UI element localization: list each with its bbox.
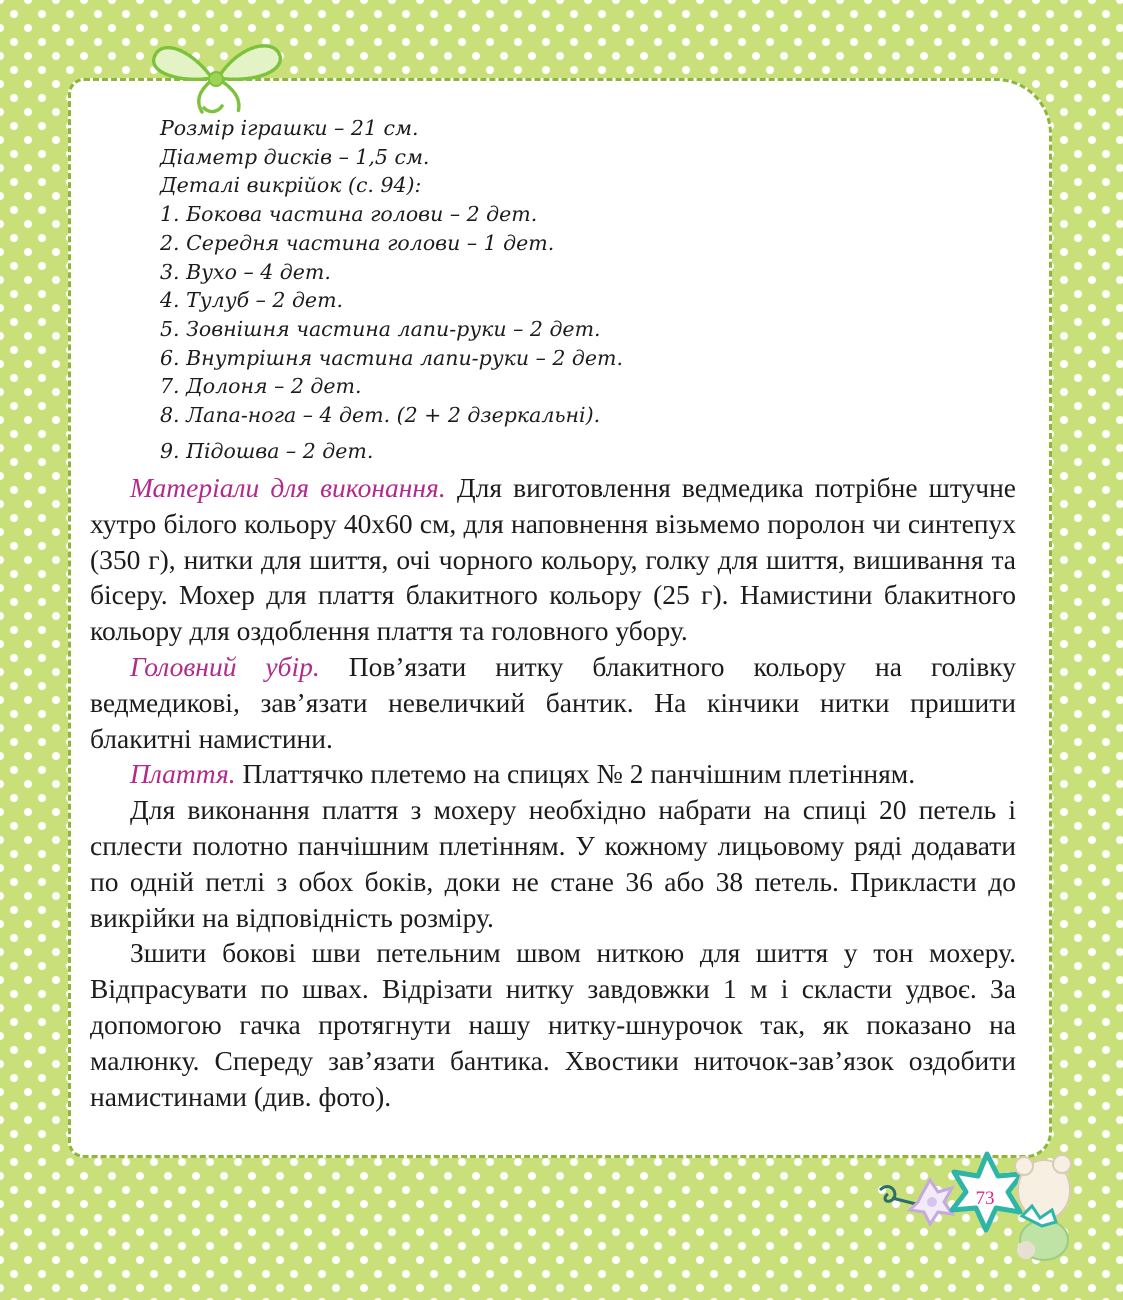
spec-line: 5. Зовнішня частина лапи-руки – 2 дет. (160, 316, 601, 341)
paragraph-text: Для виконання плаття з мохеру необхідно набрати на спиці 20 петель і сплести полотно панчішним плетінням. У кожному лицьовому ряді додавати по одній петлі з обох боків, доки не стане 36 або 38 петель. Прикласти до викрійки на відповідність розміру. (90, 794, 1016, 933)
paragraph-heading: Головний убір. (130, 650, 320, 682)
paragraph-text: Зшити бокові шви петельним швом ниткою для шиття у тон мохеру. Відпрасувати по швах. Відрізати нитку завдовжки 1 м і скласти удвоє. За допомогою гачка протягнути нашу нитку-шнурочок так, як показано на малюнку. Спереду зав’язати бантика. Хвостики ниточок-зав’язок оздобити намистинами (див. фото). (90, 937, 1016, 1112)
spec-line: 4. Тулуб – 2 дет. (160, 288, 344, 313)
paragraph-headwear (90, 649, 1016, 756)
spec-line: Діаметр дисків – 1,5 см. (160, 144, 430, 169)
spec-line: 9. Підошва – 2 дет. (160, 438, 374, 463)
spec-line: Деталі викрійок (с. 94): (160, 173, 422, 198)
paragraph-dress (90, 756, 1016, 792)
paragraph-text: Пов’язати нитку блакитного кольору на голівку ведмедикові, зав’язати невеличкий бантик. На кінчики нитки пришити блакитні намистини. (90, 650, 1017, 754)
spec-line: 1. Бокова частина голови – 2 дет. (160, 202, 538, 227)
spec-line: 2. Середня частина голови – 1 дет. (160, 230, 555, 255)
instructions-body (90, 470, 1016, 1114)
pattern-specs (160, 114, 880, 465)
paragraph-text: Платтячко плетемо на спицях № 2 панчішним плетінням. (242, 758, 916, 790)
flowers-bear-ornament-icon (872, 1150, 1072, 1270)
spec-line: 8. Лапа-нога – 4 дет. (2 + 2 дзеркальні). (160, 403, 601, 428)
paragraph-text: Для виготовлення ведмедика потрібне штучне хутро білого кольору 40х60 см, для наповнення візьмемо поролон чи синтепух (350 г), нитки для шиття, очі чорного кольору, голку для шиття, вишивання та бісеру. Мохер для плаття блакитного кольору (25 г). Намистини блакитного кольору для оздоблення плаття та головного убору. (90, 472, 1017, 647)
paragraph-materials (90, 470, 1016, 649)
paragraph-dress-assembly (90, 935, 1016, 1114)
spec-line: Розмір іграшки – 21 см. (160, 116, 419, 140)
spec-line: 7. Долоня – 2 дет. (160, 374, 362, 399)
page-number: 73 (975, 1188, 995, 1209)
spec-line: 3. Вухо – 4 дет. (160, 259, 331, 284)
paragraph-dress-knitting (90, 792, 1016, 935)
bow-ornament-icon (140, 28, 290, 114)
paragraph-heading: Плаття. (130, 758, 236, 790)
spec-line: 6. Внутрішня частина лапи-руки – 2 дет. (160, 345, 623, 370)
paragraph-heading: Матеріали для виконання. (130, 472, 446, 503)
